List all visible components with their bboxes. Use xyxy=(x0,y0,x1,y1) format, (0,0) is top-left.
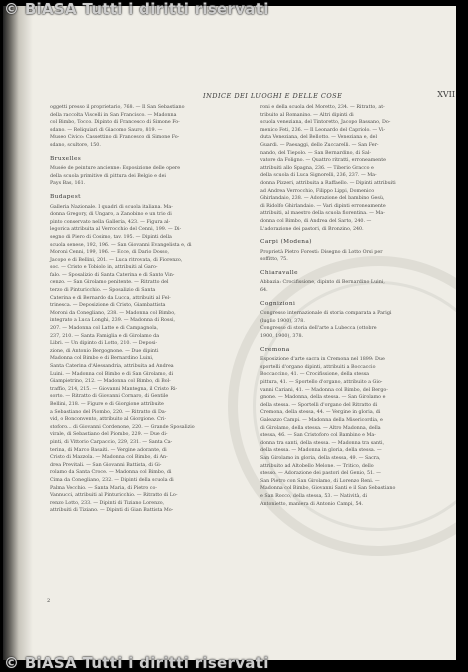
index-section-heading: Cognizioni xyxy=(260,300,296,307)
index-entry-text: Congresso internazionale di storia comparata a Parigi (luglio 1900), 378. Congresso di storia dell'arte a Lubecca (ottobre 1900, 1900), 378. xyxy=(260,311,392,340)
index-section-heading: Chiaravalle xyxy=(260,269,298,276)
book-binding-shadow xyxy=(3,6,33,660)
index-section-heading: Cremona xyxy=(260,346,290,353)
running-header xyxy=(203,90,455,102)
watermark-bottom: © BiASA Tutti i diritti riservati xyxy=(4,654,269,672)
index-section-heading: Carpi (Modena) xyxy=(260,239,312,246)
header-title: INDICE DEI LUOGHI E DELLE COSE xyxy=(203,92,343,100)
index-entry-text: oggetti presso il proprietario, 768. — Il San Sebastiano della raccolta Viscelli in San Francisco. — Madonna col Bimbo, Tocco. Dipinto di Francesco di Simone Fo- sdano. — Reliquiari di Giacomo Sauro, 819. — Museo Civico: Cassettino di Francesco di Simone Fo- sdano, scultore, 150. xyxy=(50,105,185,148)
index-entry-text: Esposizione d'arte sacra in Cremona nel 1899: Due sportelli d'organo dipinti, attribuiti a Boccaccio Boccaccino, 41. — Crocifissione, della stessa pittura, 41. — Sportello d'organo, attribuito a Gio- vanni Cariani, 41. — Madonna col Bimbo, del Bergo- gnone. — Madonna, della stessa. — San Girolamo e della stessa. — Sportelli d'organo del Ritratto di Cremona, della stessa, 44. — Vergine in gloria, di Galeazzo Campi. — Madonna della Misericordia, e di Girolamo, della stessa. — Altro Madonna, della stessa, 46. — San Cristoforo col Bambino e Ma- donna tra santi, della stessa. — Madonna tra santi, della stessa. — Madonna in gloria, della stessa. — San Girolamo in gloria, della stessa, 49. — Sacra, attribuito ad Altobello Melone. — Tritico, dello stesso. — Adorazione dei pastori del Genio, 51. — San Pietro con San Girolamo, di Lorenzo Reni. — Madonna col Bimbo, Giovanni Santi e il San Sebastiano e San Rocco, della stessa, 53. — Natività, di Antonietto, maniera di Antonio Campi, 54. xyxy=(260,357,396,507)
watermark-top: © BiASA Tutti i diritti riservati xyxy=(4,0,269,18)
document-page xyxy=(3,6,456,660)
index-section-heading: Budapest xyxy=(50,193,81,200)
index-section-heading: Bruxelles xyxy=(50,155,82,162)
index-column-left xyxy=(50,104,250,518)
page-number: XVII xyxy=(437,90,455,99)
index-entry-text: Proprietà Pietro Foresti: Disegno di Lotto Orsi per soffitto, 75. xyxy=(260,249,383,263)
index-entry-text: Galleria Nazionale. I quadri di scuola italiana. Ma- donna Gregory, di Ungaro, a Zanobino e un trio di pinto conservato nella Galleria, 423. — Figura al- legorica attribuita al Verrocchio del Cenni, 199. — Di- segno di Piero di Cosimo, tav. 195. — Dipinti della scuola senese, 192, 196. — San Giovanni Evangelista e, di Moroni Cenni, 199, 196. — Ecce, di Dario Dosso, Jacopo e di Bellini, 201. — Luca ritrovata, di Fiorenzo, soc. — Cristo e Tobiolo in, attribuiti al Garo- falo. — Sposalizio di Santa Caterina e di Santo Vin- cenzo. — San Girolamo penitente. — Ritratto del terzo di Pinturicchio. — Sposalizio di Santa Caterina e di Bernardo da Lucca, attribuiti al Fel- trinesca. — Deposizione di Cristo, Giambattista Moroni da Conegliano, 238. — Madonna col Bimbo, integrato a Luca Longhi, 239. — Madonna di Rossi, 207. — Madonna col Latte e di Campagnola, 237, 210. — Santa Famiglia e di Girolamo da Libri. — Un dipinto di Lotto, 210. — Deposi- zione, di Antonio Bergognone. — Due dipinti Madonna col Bimbo e di Bernardino Luini, Santa Caterina d'Alessandria, attribuita ad Andrea Luini. — Madonna col Bimbo e di San Girolamo, di Giampietrino, 212. — Madonna col Bimbo, di Bol- traffio, 214, 215. — Giovanni Mantegna, il Cristo Ri- sorto. — Ritratto di Giovanni Cornaro, di Gentile Bellini, 218. — Figure e di Giorgione attribuite a Sebastiano del Piombo, 220. — Ritratto di Da- vid, o Bonconvento, attribuito al Giorgione. Cri- stoforo... di Giovanni Cordenone, 220. — Grande Sposalizio virale, di Sebastiano del Piombo, 229. — Due di- pinti, di Vittorio Carpaccio, 229, 231. — Santa Ca- terina, di Marco Basaiti. — Vergine adorante, di Cristo di Mazzola. — Madonna col Bimbo, di An- drea Previtali. — San Giovanni Battista, di Gi- rolamo da Santa Croce. — Madonna col Bimbo, di Cima da Conegliano, 232. — Dipinti della scuola di Palma Vecchio. — Santa Maria, di Pietro co- Vannucci, attribuiti al Pinturicchio. — Ritratto di Lo- renzo Lotto, 233. — Dipinti di Tiziano Lorenzo, attribuiti di Tiziano. — Dipinti di Gian Battista Mo- xyxy=(50,204,195,514)
index-entry-text: Musée de peinture ancienne: Esposizione delle opere della scuola primitive di pittura dei Belgio e dei Pays Bas, 161. xyxy=(50,166,181,187)
index-entry-text: roni e della scuola del Moretto, 234. — Ritratto, at- tribuito al Romanino. — Altri dipinti di scuola veneziana, del Tintoretto, Jacopo Bassano, Do- menico Feti, 236. — Il Leonardo del Capriolo. — Vi- duta Veneziana, del Bellotto. — Veneziana e, del Guardi. — Paesaggi, dello Zuccarelli. — San Fer- nando, del Tiepolo. — San Bernardino, di Sal- vatore da Foligno. — Quattro ritratti, erroneamente attribuiti allo Spagna, 236. — Tiberio Gracco e della scuola di Luca Signorelli, 236, 237. — Ma- donna Pizzeri, attribuita a Raffaello. — Dipinti attribuiti ad Andrea Verrocchio, Filippo Lippi, Domenico Ghirlandaio, 238. — Adorazione del bambino Gesù, di Ridolfo Ghirlandaio. — Vari dipinti erroneamente attribuiti, al maestro della scuola fiorentina. — Ma- donna col Bimbo, di Andrea del Sarto, 240. — L'adorazione dei pastori, di Bronzino, 240. xyxy=(260,105,396,232)
index-column-right xyxy=(260,104,455,511)
index-entry-text: Abbazia: Crocifissione, dipinto di Bernardino Luini, 64. xyxy=(260,280,385,294)
footer-mark: 2 xyxy=(47,598,51,604)
